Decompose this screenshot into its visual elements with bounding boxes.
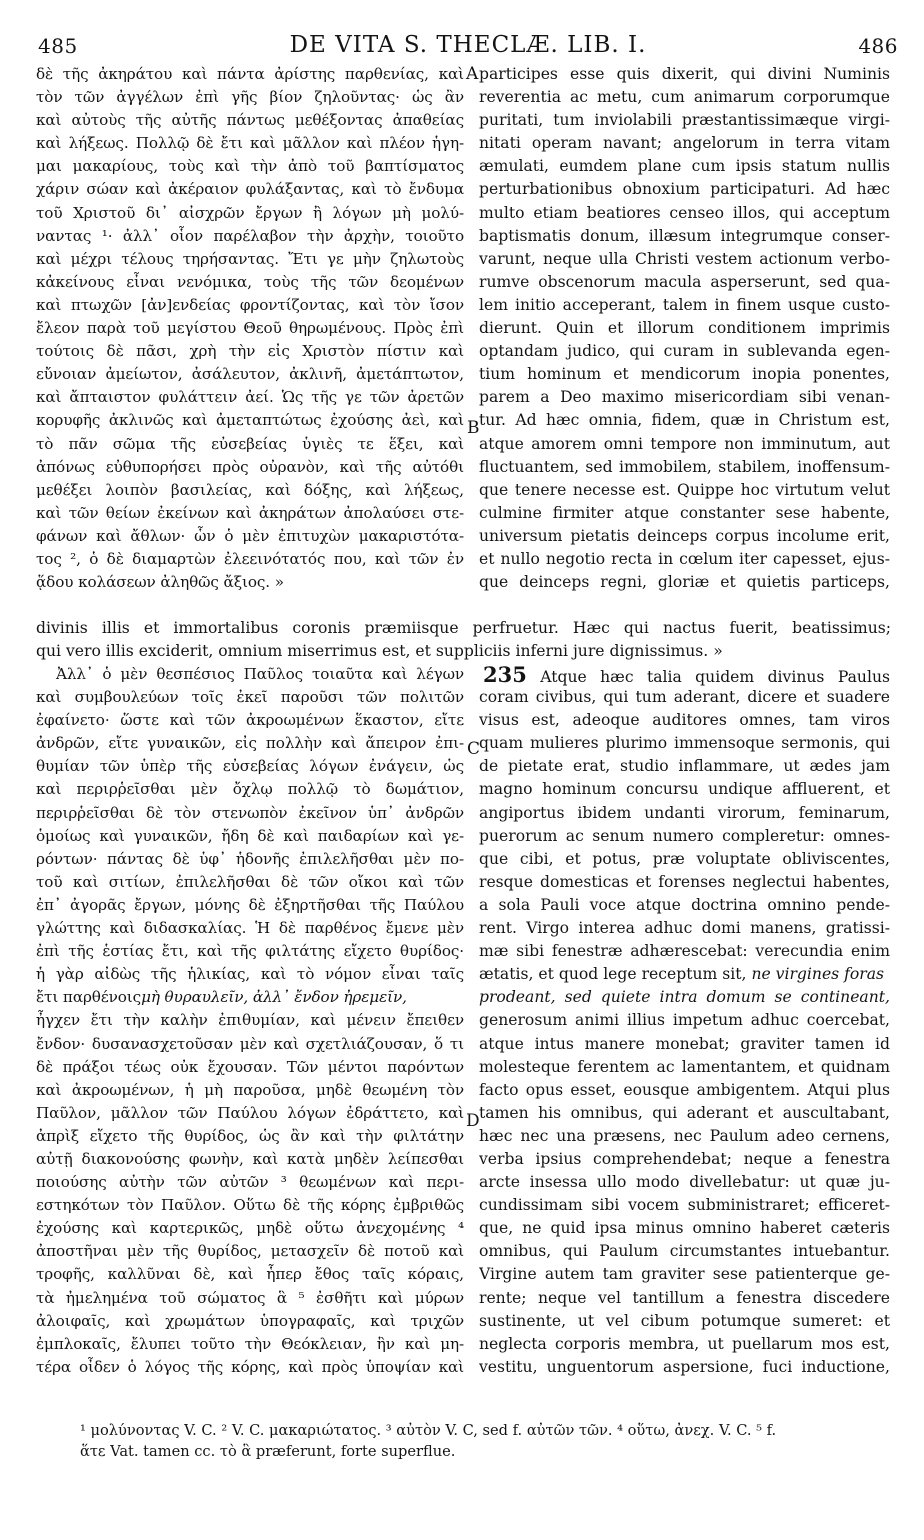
text-line: lem initio acceperant, talem in finem usque custo-: [479, 295, 890, 314]
text-line: parem a Deo maximo misericordiam sibi venan-: [479, 388, 890, 407]
latin-column-upper: [479, 63, 890, 594]
text-line: ἦγχεν ἔτι τὴν καλὴν ἐπιθυμίαν, καὶ μένειν ἔπειθεν: [36, 1011, 464, 1030]
quotation-italic: ne virgines foras: [751, 965, 885, 984]
text-line: εστηκότων τὸν Παῦλον. Οὕτω δὲ τῆς κόρης ἐμβριθῶς: [36, 1196, 464, 1215]
text-line: εὔνοιαν ἀμείωτον, ἀσάλευτον, ἀκλινῆ, ἀμετάπτωτον,: [36, 365, 464, 384]
running-header: [38, 20, 898, 64]
text-line: ἀποστῆναι μὲν τῆς θυρίδος, μετασχεῖν δὲ ποτοῦ καὶ: [36, 1242, 464, 1261]
text-line: ποιούσης αὐτὴν τῶν αὐτῶν ³ θεωμένων καὶ περι-: [36, 1173, 464, 1192]
quotation-italic: μὴ θυραυλεῖν, ἀλλ᾽ ἔνδον ἠρεμεῖν,: [141, 988, 407, 1007]
text-fragment: ἔτι παρθένοις: [36, 988, 142, 1007]
text-line: neglecta corporis membra, ut puellarum mos est,: [479, 1334, 890, 1353]
text-line: perturbationibus obnoxium participaturi. Ad hæc: [479, 180, 890, 199]
text-line: μεθέξει λοιπὸν βασιλείας, καὶ δόξης, καὶ λήξεως,: [36, 480, 464, 499]
text-line: μαι μακαρίους, τοὺς καὶ τὴν ἀπὸ τοῦ βαπτίσματος: [36, 157, 464, 176]
text-line: καὶ συμβουλεύων τοῖς ἐκεῖ παροῦσι τῶν πολιτῶν: [36, 688, 464, 707]
text-line: φάνων καὶ ἄθλων· ὧν ὁ μὲν ἐπιτυχὼν μακαριστότα-: [36, 526, 464, 545]
text-line: molesteque ferentem ac lamentantem, et quidnam: [479, 1057, 890, 1076]
section-number: 235: [483, 663, 527, 687]
text-line: dierunt. Quin et illorum conditionem imprimis: [479, 319, 890, 338]
text-line: θυμίαν τῶν ὑπὲρ τῆς εὐσεβείας λόγων ἐνάγειν, ὡς: [36, 757, 464, 776]
text-line: participes esse quis dixerit, qui divini Numinis: [479, 65, 890, 83]
text-line: coram civibus, qui tum aderant, dicere et suadere: [479, 688, 890, 707]
footnote-line: ¹ μολύνοντας V. C. ² V. C. μακαριώτατος. ³ αὐτὸν V. C, sed f. αὐτῶν τῶν. ⁴ οὕτω, ἀνεχ. V. C. ⁵ f.: [80, 1422, 777, 1439]
text-line: [479, 663, 890, 686]
margin-marker-b: B: [467, 418, 480, 438]
margin-marker-c: C: [467, 739, 481, 759]
text-line: atque intus manere monebat; graviter tamen id: [479, 1034, 890, 1053]
text-line: fluctuantem, sed immobilem, stabilem, inoffensum-: [479, 457, 890, 476]
text-line: mæ sibi fenestræ adhærescebat: verecundia enim: [479, 942, 890, 961]
text-line: καὶ μέχρι τέλους τηρήσαντας. Ἔτι γε μὴν ζηλωτοὺς: [36, 249, 464, 268]
text-line: hæc nec una præsens, nec Paulum adeo cernens,: [479, 1126, 890, 1145]
text-line: et nullo negotio recta in cœlum iter capesset, ejus-: [479, 549, 890, 568]
text-line: universum pietatis deinceps corpus incolume erit,: [479, 526, 890, 545]
text-line: puerorum ac senum numero compleretur: omnes-: [479, 826, 890, 845]
quotation-italic: prodeant, sed quiete intra domum se contineant,: [479, 988, 890, 1007]
text-line: resque domesticas et forenses neglectui habentes,: [479, 872, 890, 891]
page-number-right: 486: [858, 34, 898, 58]
text-line: τροφῆς, καλλῦναι δὲ, καὶ ἧπερ ἔθος ταῖς κόραις,: [36, 1265, 464, 1284]
text-line: τοῦ Χριστοῦ δι᾽ αἰσχρῶν ἔργων ἢ λόγων μὴ μολύ-: [36, 203, 464, 222]
text-line: [479, 986, 890, 1009]
text-line: puritati, tum inviolabili præstantissimæque virgi-: [479, 111, 890, 130]
text-line: que tenere necesse est. Quippe hoc virtutum velut: [479, 480, 890, 499]
text-line: [479, 963, 890, 986]
text-line: facto opus esset, eousque ambigentem. Atqui plus: [479, 1080, 890, 1099]
text-line: καὶ αὐτοὺς τῆς αὐτῆς πάντως μεθέξοντας ἀπαθείας: [36, 111, 464, 130]
text-line: de pietate erat, studio inflammare, ut ædes jam: [479, 757, 890, 776]
text-line: τὰ ἠμελημένα τοῦ σώματος ἃ ⁵ ἐσθῆτι καὶ μύρων: [36, 1288, 464, 1307]
text-line: multo etiam beatiores censeo illos, qui acceptum: [479, 203, 890, 222]
footnotes: [80, 1420, 900, 1462]
margin-marker-a: A: [466, 64, 479, 84]
text-line: ᾅδου κολάσεων ἀληθῶς ἄξιος. »: [36, 573, 284, 592]
text-line: ἐπ᾽ ἀγορᾶς ἔργων, μόνης δὲ ἐξηρτῆσθαι τῆς Παύλου: [36, 895, 464, 914]
text-line: ναντας ¹· ἀλλ᾽ οἷον παρέλαβον τὴν ἀρχὴν, τοιοῦτο: [36, 226, 464, 245]
text-line: καὶ λήξεως. Πολλῷ δὲ ἔτι καὶ μᾶλλον καὶ πλέον ἡγη-: [36, 134, 464, 153]
text-line: Παῦλον, μᾶλλον τῶν Παύλου λόγων ἐδράττετο, καὶ: [36, 1103, 464, 1122]
text-line: δὲ πράξοι τέως οὐκ ἔχουσαν. Τῶν μέντοι παρόντων: [36, 1057, 464, 1076]
text-line: magno hominum concursu undique affluerent, et: [479, 780, 890, 799]
greek-column-upper: [36, 63, 464, 594]
text-line: κορυφῆς ἀκλινῶς καὶ ἀμεταπτώτως ἐχούσης ἀεὶ, καὶ: [36, 411, 464, 430]
text-line: ἐμπλοκαῖς, ἔλυπει τοῦτο τὴν Θεόκλειαν, ἣν καὶ μη-: [36, 1334, 464, 1353]
text-line: ἀνδρῶν, εἴτε γυναικῶν, εἰς πολλὴν καὶ ἄπειρον ἐπι-: [36, 734, 464, 753]
text-line: ὁμοίως καὶ γυναικῶν, ἤδη δὲ καὶ παιδαρίων καὶ γε-: [36, 826, 464, 845]
text-line: καὶ πτωχῶν [ἀν]ενδείας φροντίζοντας, καὶ τὸν ἴσον: [36, 295, 464, 314]
text-line: sustinente, ut vel cibum potumque sumeret: et: [479, 1311, 890, 1330]
text-line: αὐτῇ διακονούσης φωνὴν, καὶ κατὰ μηδὲν λείπεσθαι: [36, 1149, 464, 1168]
text-line: verba ipsius comprehendebat; neque a fenestra: [479, 1149, 890, 1168]
text-line: περιρῥεῖσθαι δὲ τὸν στενωπὸν ἐκεῖνον ὑπ᾽ ἀνδρῶν: [36, 803, 464, 822]
text-line: ἀπόνως εὐθυπορήσει πρὸς οὐρανὸν, καὶ τῆς αὐτόθι: [36, 457, 464, 476]
text-line: ἡ γὰρ αἰδὼς τῆς ἡλικίας, καὶ τὸ νόμον εἶναι ταῖς: [36, 965, 464, 984]
text-line: ἐφαίνετο· ὥστε καὶ τῶν ἀκροωμένων ἕκαστον, εἴτε: [36, 711, 464, 730]
text-line: que cibi, et potus, præ voluptate obliviscentes,: [479, 849, 890, 868]
text-line: τούτοις δὲ πᾶσι, χρὴ τὴν εἰς Χριστὸν πίστιν καὶ: [36, 342, 464, 361]
text-line: a sola Pauli voce atque doctrina omnino pende-: [479, 895, 890, 914]
text-line: τέρα οἶδεν ὁ λόγος τῆς κόρης, καὶ πρὸς ὑποψίαν καὶ: [36, 1357, 464, 1376]
text-line: omnibus, qui Paulum circumstantes intuebantur.: [479, 1242, 890, 1261]
text-line: τὸν τῶν ἀγγέλων ἐπὶ γῆς βίον ζηλοῦντας· ὡς ἂν: [36, 88, 464, 107]
text-line: ἐπὶ τῆς ἑστίας ἔτι, καὶ τῆς φιλτάτης εἴχετο θυρίδος·: [36, 942, 464, 961]
text-line: varunt, neque ulla Christi vestem actionum verbo-: [479, 249, 890, 268]
text-line: [36, 986, 464, 1009]
text-line: optandam judico, qui curam in sublevanda egen-: [479, 342, 890, 361]
text-line: cundissimam sibi vocem subministraret; efficeret-: [479, 1196, 890, 1215]
text-line: καὶ τῶν θείων ἐκείνων καὶ ἀκηράτων ἀπολαύσει στε-: [36, 503, 464, 522]
text-line: τος ², ὁ δὲ διαμαρτὼν ἐλεεινότατός που, καὶ τῶν ἐν: [36, 549, 464, 568]
text-line: arcte insessa ullo modo divellebatur: ut quæ ju-: [479, 1173, 890, 1192]
text-line: rent. Virgo interea adhuc domi manens, gratissi-: [479, 919, 890, 938]
text-line: γλώττης καὶ διδασκαλίας. Ἡ δὲ παρθένος ἔμενε μὲν: [36, 919, 464, 938]
text-line: reverentia ac metu, cum animarum corporumque: [479, 88, 890, 107]
latin-column-lower: [479, 663, 890, 1379]
text-line: tium hominum et mendicorum inopia ponentes,: [479, 365, 890, 384]
text-line: baptismatis donum, illæsum integrumque conser-: [479, 226, 890, 245]
text-line: nitati operam navant; angelorum in terra vitam: [479, 134, 890, 153]
latin-full-width-line: divinis illis et immortalibus coronis præmiisque perfruetur. Hæc qui nactus fuerit, beatissimus;: [36, 619, 891, 637]
text-line: καὶ ἄπταιστον φυλάττειν ἀεί. Ὡς τῆς γε τῶν ἀρετῶν: [36, 388, 464, 407]
text-line: rumve obscenorum macula asperserunt, sed qua-: [479, 272, 890, 291]
running-title: DE VITA S. THECLÆ. LIB. I.: [289, 32, 647, 58]
text-line: ἔνδον· δυσανασχετοῦσαν μὲν καὶ σχετλιάζουσαν, ὅ τι: [36, 1034, 464, 1053]
greek-column-lower: [36, 663, 464, 1379]
text-line: rente; neque vel tantillum a fenestra discedere: [479, 1288, 890, 1307]
text-line: καὶ ἀκροωμένων, ἡ μὴ παροῦσα, μηδὲ θεωμένη τὸν: [36, 1080, 464, 1099]
latin-full-width-line: qui vero illis exciderit, omnium miserrimus est, et suppliciis inferni jure dignissimus. »: [36, 642, 723, 660]
text-line: que deinceps regni, gloriæ et quietis particeps,: [479, 573, 890, 592]
text-line: ἀλοιφαῖς, καὶ χρωμάτων ὑπογραφαῖς, καὶ τριχῶν: [36, 1311, 464, 1330]
text-line: Virgine autem tam graviter sese patienterque ge-: [479, 1265, 890, 1284]
text-line: δὲ τῆς ἀκηράτου καὶ πάντα ἀρίστης παρθενίας, καὶ: [36, 65, 464, 83]
text-fragment: ætatis, et quod lege receptum sit,: [479, 965, 747, 984]
text-line: tur. Ad hæc omnia, fidem, quæ in Christum est,: [479, 411, 890, 430]
page-number-left: 485: [38, 34, 78, 58]
text-line: æmulati, eumdem plane cum ipsis statum nullis: [479, 157, 890, 176]
text-line: ἔλεον παρὰ τοῦ μεγίστου Θεοῦ θηρωμένους. Πρὸς ἐπὶ: [36, 319, 464, 338]
text-line: χάριν σώαν καὶ ἀκέραιον φυλάξαντας, καὶ τὸ ἔνδυμα: [36, 180, 464, 199]
text-line: τοῦ καὶ σιτίων, ἐπιλελῆσθαι δὲ τῶν οἴκοι καὶ τῶν: [36, 872, 464, 891]
footnote-line: ἅτε Vat. tamen cc. τὸ ἃ præferunt, forte superflue.: [80, 1443, 456, 1460]
text-line: τὸ πᾶν σῶμα τῆς εὐσεβείας ὑγιὲς τε ἕξει, καὶ: [36, 434, 464, 453]
text-line: κἀκείνους εἶναι νενόμικα, τοὺς τῆς τῶν δεομένων: [36, 272, 464, 291]
margin-marker-d: D: [466, 1111, 480, 1131]
text-line: que, ne quid ipsa minus omnino haberet cæteris: [479, 1219, 890, 1238]
text-line: ἀπρὶξ εἴχετο τῆς θυρίδος, ὡς ἂν καὶ τὴν φιλτάτην: [36, 1126, 464, 1145]
text-line: tamen his omnibus, qui aderant et auscultabant,: [479, 1103, 890, 1122]
text-line: angiportus ibidem undanti virorum, feminarum,: [479, 803, 890, 822]
text-line: καὶ περιρῥεῖσθαι μὲν ὄχλῳ πολλῷ τὸ δωμάτιον,: [36, 780, 464, 799]
text-fragment: Atque hæc talia quidem divinus Paulus: [540, 668, 890, 686]
text-line: quam mulieres plurimo immensoque sermonis, qui: [479, 734, 890, 753]
text-line: vestitu, unguentorum aspersione, fuci inductione,: [479, 1357, 890, 1376]
text-line: Ἀλλ᾽ ὁ μὲν θεσπέσιος Παῦλος τοιαῦτα καὶ λέγων: [56, 665, 464, 683]
text-line: atque amorem omni tempore non imminutum, aut: [479, 434, 890, 453]
text-line: visus est, adeoque auditores omnes, tam viros: [479, 711, 890, 730]
text-line: ρόντων· πάντας δὲ ὑφ᾽ ἡδονῆς ἐπιλελῆσθαι μὲν πο-: [36, 849, 464, 868]
text-line: generosum animi illius impetum adhuc coercebat,: [479, 1011, 890, 1030]
text-line: ἐχούσης καὶ καρτερικῶς, μηδὲ οὕτω ἀνεχομένης ⁴: [36, 1219, 464, 1238]
text-line: culmine firmiter atque constanter sese habente,: [479, 503, 890, 522]
